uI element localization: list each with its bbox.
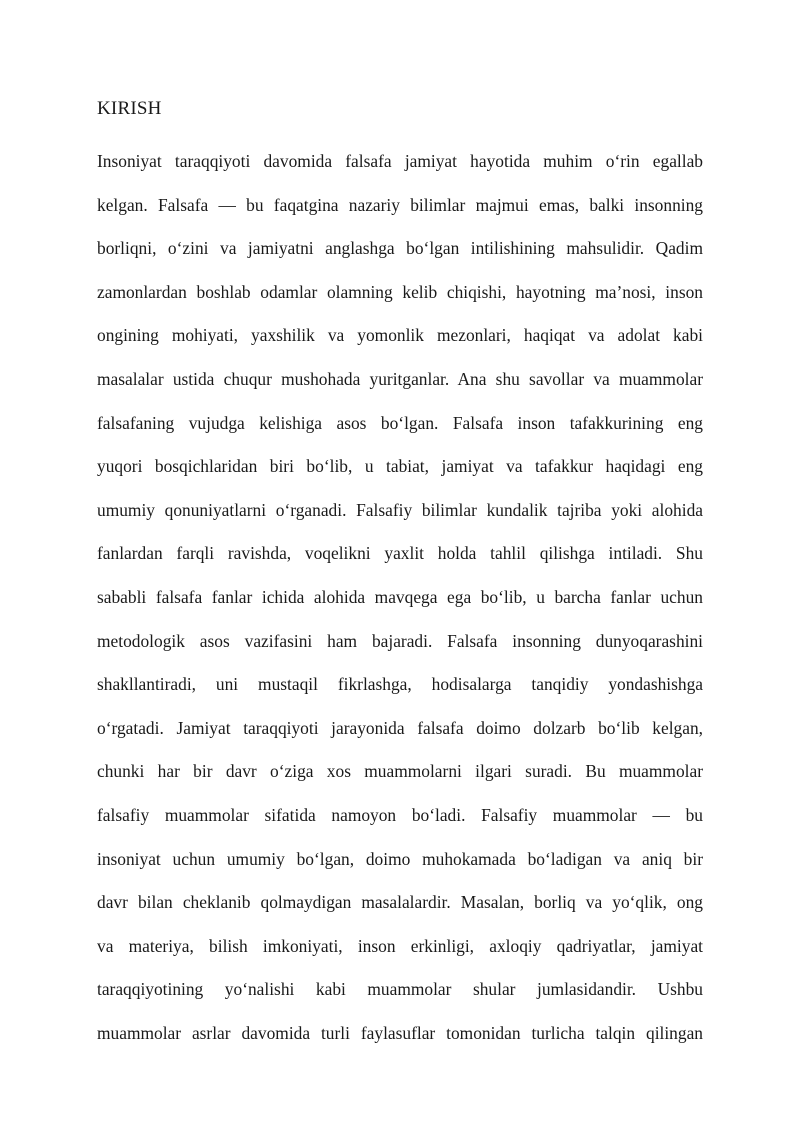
text-line: va materiya, bilish imkoniyati, inson erkinligi, axloqiy qadriyatlar, jamiyat [97,935,703,956]
text-line: ongining mohiyati, yaxshilik va yomonlik mezonlari, haqiqat va adolat kabi [97,325,703,346]
text-line: shakllantiradi, uni mustaqil fikrlashga, hodisalarga tanqidiy yondashishga [97,674,703,695]
text-line: sababli falsafa fanlar ichida alohida mavqega ega bo‘lib, u barcha fanlar uchun [97,586,703,607]
text-line: muammolar asrlar davomida turli faylasuflar tomonidan turlicha talqin qilingan [97,1022,703,1043]
text-line: falsafiy muammolar sifatida namoyon bo‘ladi. Falsafiy muammolar — bu [97,804,703,825]
text-line: davr bilan cheklanib qolmaydigan masalalardir. Masalan, borliq va yo‘qlik, ong [97,892,703,913]
text-line: Insoniyat taraqqiyoti davomida falsafa jamiyat hayotida muhim o‘rin egallab [97,151,703,171]
text-line: falsafaning vujudga kelishiga asos bo‘lgan. Falsafa inson tafakkurining eng [97,412,703,433]
text-line: umumiy qonuniyatlarni o‘rganadi. Falsafiy bilimlar kundalik tajriba yoki alohida [97,499,703,520]
text-line: insoniyat uchun umumiy bo‘lgan, doimo muhokamada bo‘ladigan va aniq bir [97,848,703,869]
section-heading: KIRISH [97,98,162,119]
text-line: chunki har bir davr o‘ziga xos muammolarni ilgari suradi. Bu muammolar [97,761,703,782]
text-line: kelgan. Falsafa — bu faqatgina nazariy bilimlar majmui emas, balki insonning [97,194,703,215]
text-line: borliqni, o‘zini va jamiyatni anglashga bo‘lgan intilishining mahsulidir. Qadim [97,238,703,259]
text-line: fanlardan farqli ravishda, voqelikni yaxlit holda tahlil qilishga intiladi. Shu [97,543,703,564]
text-line: taraqqiyotining yo‘nalishi kabi muammolar shular jumlasidandir. Ushbu [97,979,703,1000]
text-line: masalalar ustida chuqur mushohada yuritganlar. Ana shu savollar va muammolar [97,368,703,389]
body-paragraph [97,140,703,1055]
text-line: zamonlardan boshlab odamlar olamning kelib chiqishi, hayotning ma’nosi, inson [97,281,703,302]
text-line: metodologik asos vazifasini ham bajaradi. Falsafa insonning dunyoqarashini [97,630,703,651]
text-line: o‘rgatadi. Jamiyat taraqqiyoti jarayonida falsafa doimo dolzarb bo‘lib kelgan, [97,717,703,738]
text-line: yuqori bosqichlaridan biri bo‘lib, u tabiat, jamiyat va tafakkur haqidagi eng [97,456,703,477]
